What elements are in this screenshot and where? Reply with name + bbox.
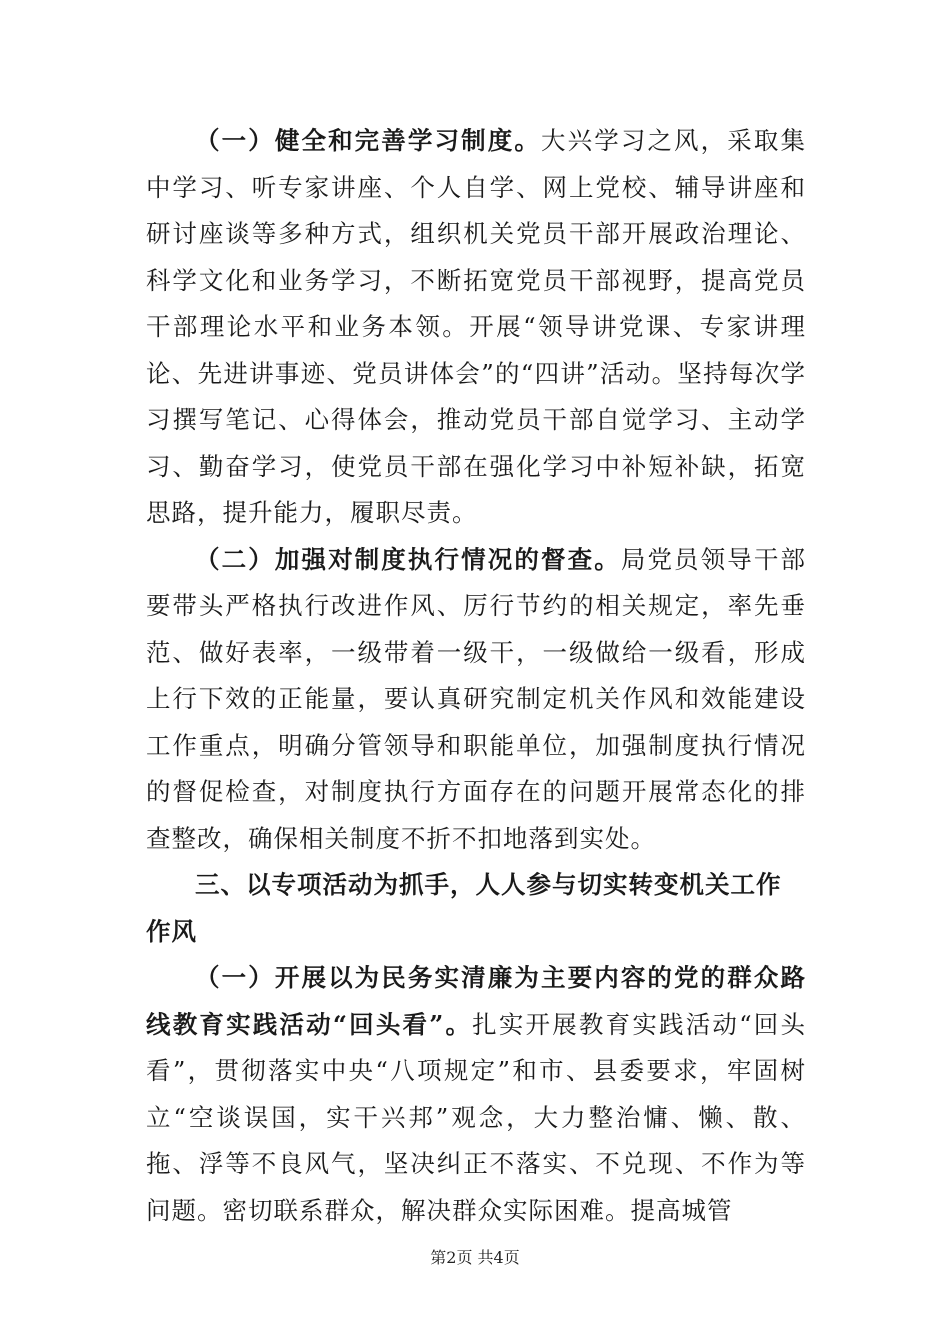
paragraph-heading: （一）开展以为民务实清廉为主要内容的党的群众路线教育实践活动“回头看”。	[146, 963, 806, 1039]
section-title: 三、以专项活动为抓手，人人参与切实转变机关工作作风	[146, 870, 782, 946]
paragraph-heading: （二）加强对制度执行情况的督查。	[195, 544, 621, 574]
paragraph-study-system	[146, 118, 806, 537]
paragraph-heading: （一）健全和完善学习制度。	[195, 126, 541, 155]
paragraph-body: 大兴学习之风，采取集中学习、听专家讲座、个人自学、网上党校、辅导讲座和研讨座谈等多种方式，组织机关党员干部开展政治理论、科学文化和业务学习，不断拓宽党员干部视野，提高党员干部理论水平和业务本领。开展“领导讲党课、专家讲理论、先进讲事迹、党员讲体会”的“四讲”活动。坚持每次学习撰写笔记、心得体会，推动党员干部自觉学习、主动学习、勤奋学习，使党员干部在强化学习中补短补缺，拓宽思路，提升能力，履职尽责。	[146, 126, 807, 527]
paragraph-body: 扎实开展教育实践活动“回头看”，贯彻落实中央“八项规定”和市、县委要求，牢固树立“空谈误国，实干兴邦”观念，大力整治慵、懒、散、拖、浮等不良风气，坚决纠正不落实、不兑现、不作为等问题。密切联系群众，解决群众实际困难。提高城管	[146, 1009, 806, 1225]
document-content	[146, 118, 806, 1234]
paragraph-supervision	[146, 537, 806, 863]
paragraph-body: 局党员领导干部要带头严格执行改进作风、厉行节约的相关规定，率先垂范、做好表率，一级带着一级干，一级做给一级看，形成上行下效的正能量，要认真研究制定机关作风和效能建设工作重点，明确分管领导和职能单位，加强制度执行情况的督促检查，对制度执行方面存在的问题开展常态化的排查整改，确保相关制度不折不扣地落到实处。	[146, 544, 807, 853]
page-number-footer: 第2页 共4页	[430, 1248, 520, 1267]
paragraph-mass-line	[146, 955, 806, 1234]
